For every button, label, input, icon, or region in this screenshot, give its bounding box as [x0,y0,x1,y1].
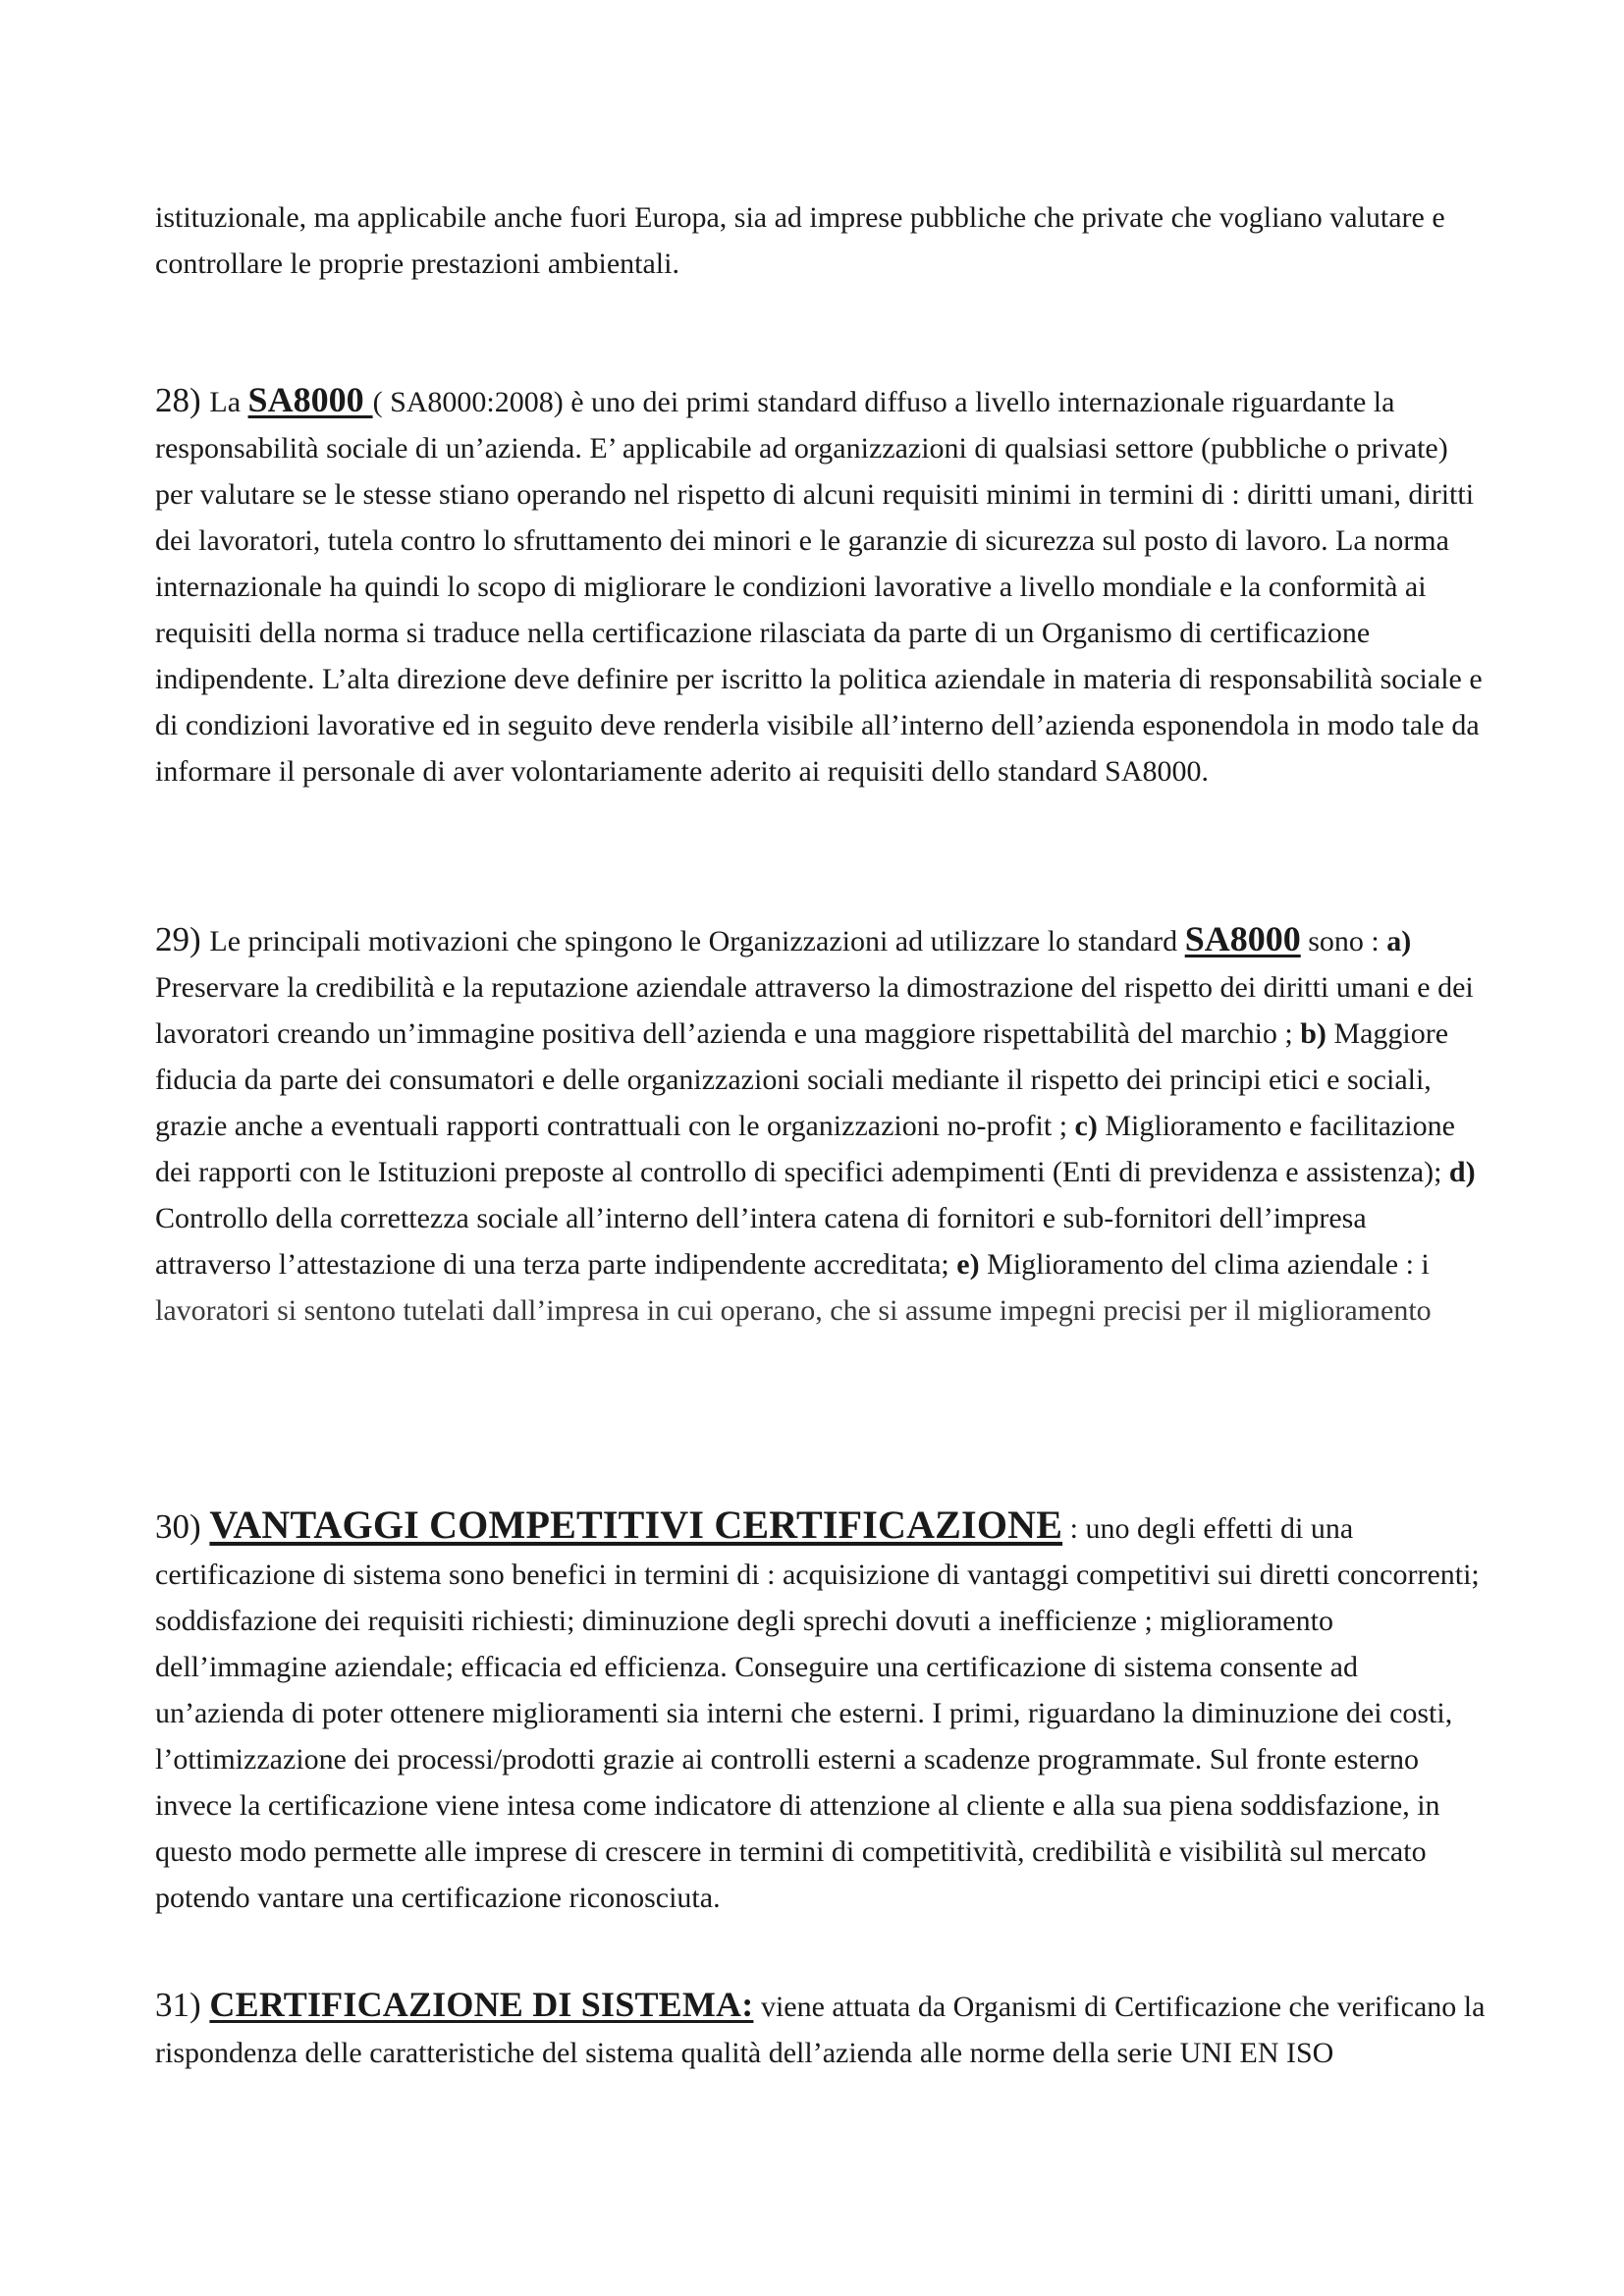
point-d-label: d) [1448,1156,1476,1188]
paragraph-31 [155,1982,1486,2076]
section-heading: CERTIFICAZIONE DI SISTEMA: [209,1985,754,2024]
point-b-text: Maggiore fiducia da parte dei consumatori e delle organizzazioni sociali mediante il rispetto dei principi etici e sociali, grazie anche a eventuali rapporti contrattuali con le organizzazioni no-profit ; [155,1017,1449,1142]
item-number: 28) [155,381,210,419]
body-text: ( SA8000:2008) è uno dei primi standard diffuso a livello internazionale riguardante la responsabilità sociale di un’azienda. E’ applicabile ad organizzazioni di qualsiasi settore (pubbliche o private) per valutare se le stesse stiano operando nel rispetto di alcuni requisiti minimi in termini di : diritti umani, diritti dei lavoratori, tutela contro lo sfruttamento dei minori e le garanzie di sicurezza sul posto di lavoro. La norma internazionale ha quindi lo scopo di migliorare le condizioni lavorative a livello mondiale e la conformità ai requisiti della norma si traduce nella certificazione rilasciata da parte di un Organismo di certificazione indipendente. L’alta direzione deve definire per iscritto la politica aziendale in materia di responsabilità sociale e di condizioni lavorative ed in seguito deve renderla visibile all’interno dell’azienda esponendola in modo tale da informare il personale di aver volontariamente aderito ai requisiti dello standard SA8000. [155,386,1483,788]
point-a-text: Preservare la credibilità e la reputazione aziendale attraverso la dimostrazione del rispetto dei diritti umani e dei lavoratori creando un’immagine positiva dell’azienda e una maggiore rispettabilità del marchio ; [155,971,1474,1050]
point-c-text: Miglioramento e facilitazione dei rapporti con le Istituzioni preposte al controllo di specifici adempimenti (Enti di previdenza e assistenza); [155,1110,1455,1188]
sa8000-heading: SA8000 [1184,919,1301,958]
sa8000-heading: SA8000 [247,380,373,419]
body-text: : uno degli effetti di una certificazione di sistema sono benefici in termini di : acquisizione di vantaggi competitivi sui diretti concorrenti; soddisfazione dei requisiti richiesti; diminuzione degli sprechi dovuti a inefficienze ; miglioramento dell’immagine aziendale; efficacia ed efficienza. Conseguire una certificazione di sistema consente ad un’azienda di poter ottenere miglioramenti sia interni che esterni. I primi, riguardano la diminuzione dei costi, l’ottimizzazione dei processi/prodotti grazie ai controlli esterni a scadenze programmate. Sul fronte esterno invece la certificazione viene intesa come indicatore di attenzione al cliente e alla sua piena soddisfazione, in questo modo permette alle imprese di crescere in termini di competitività, credibilità e visibilità sul mercato potendo vantare una certificazione riconosciuta. [155,1512,1480,1914]
intro-text: sono : [1300,925,1387,957]
lead-text: La [209,386,248,418]
lead-text: Le principali motivazioni che spingono le Organizzazioni ad utilizzare lo standard [209,925,1185,957]
point-b-label: b) [1300,1017,1326,1050]
item-number: 30) [155,1507,210,1546]
paragraph-intro [155,194,1486,287]
point-e-label: e) [956,1248,980,1281]
point-d-text: Controllo della correttezza sociale all’interno dell’intera catena di fornitori e sub-fornitori dell’impresa attraverso l’attestazione di una terza parte indipendente accreditata; [155,1202,1367,1281]
point-a-label: a) [1386,925,1412,957]
point-e-tail: lavoratori si sentono tutelati dall’impresa in cui operano, che si assume impegni precisi per il miglioramento [155,1294,1432,1327]
item-number: 29) [155,920,210,958]
paragraph-30 [155,1502,1486,1921]
section-heading: VANTAGGI COMPETITIVI CERTIFICAZIONE [209,1503,1063,1547]
point-e-text: Miglioramento del clima aziendale : i [979,1248,1430,1281]
paragraph-29 [155,916,1486,1334]
body-text: viene attuata da Organismi di Certificazione che verificano la rispondenza delle caratteristiche del sistema qualità dell’azienda alle norme della serie UNI EN ISO [155,1991,1486,2069]
item-number: 31) [155,1986,210,2024]
paragraph-28 [155,377,1486,794]
intro-text: istituzionale, ma applicabile anche fuori Europa, sia ad imprese pubbliche che private che vogliano valutare e controllare le proprie prestazioni ambientali. [155,201,1445,280]
point-c-label: c) [1074,1110,1098,1142]
